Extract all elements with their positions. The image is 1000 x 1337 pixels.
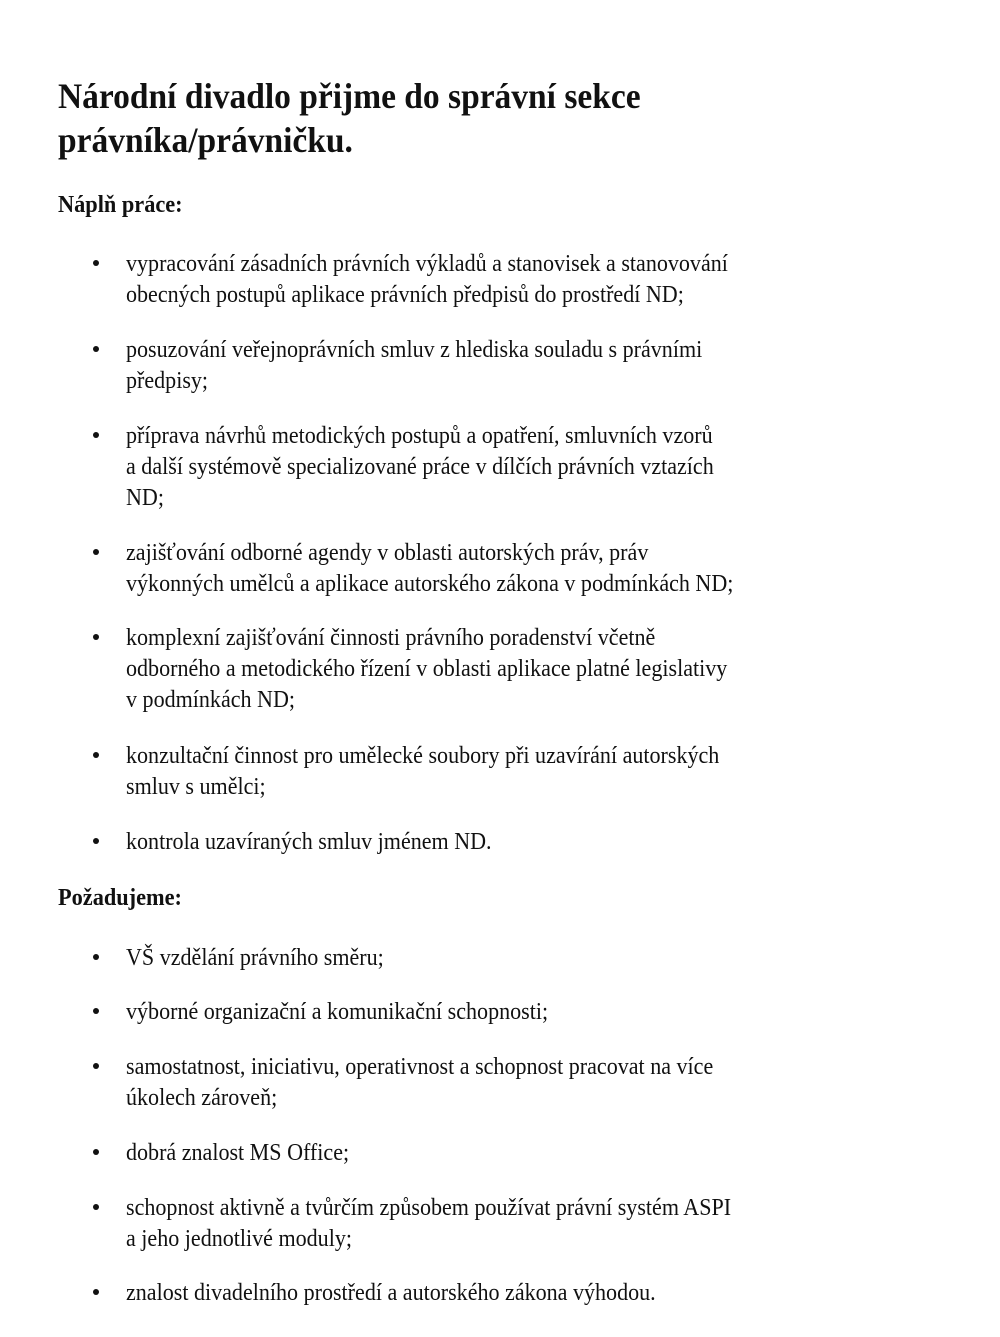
list-item-line: dobrá znalost MS Office; [126,1139,350,1166]
document-title-line: Národní divadlo přijme do správní sekce [58,76,641,116]
bullet-icon [93,1008,99,1014]
document-title [58,74,641,162]
list-item-text [126,1192,731,1254]
list-item-line: smluv s umělci; [126,773,266,800]
list-item-line: zajišťování odborné agendy v oblasti autorských práv, práv [126,539,649,566]
list-item-line: komplexní zajišťování činnosti právního poradenství včetně [126,624,656,651]
list-item-line: schopnost aktivně a tvůrčím způsobem používat právní systém ASPI [126,1194,732,1221]
list-item-line: konzultační činnost pro umělecké soubory při uzavírání autorských [126,742,720,769]
list-item-line: a jeho jednotlivé moduly; [126,1225,352,1252]
list-item-text [126,537,733,599]
section-heading-requirements: Požadujeme: [58,885,182,911]
list-item-line: obecných postupů aplikace právních předpisů do prostředí ND; [126,281,684,308]
bullet-icon [93,752,99,758]
list-item-text [126,1051,713,1113]
list-item-text [126,1137,349,1168]
list-item-line: vypracování zásadních právních výkladů a stanovisek a stanovování [126,250,728,277]
list-item-text [126,826,492,857]
bullet-icon [93,432,99,438]
section-heading-job-duties: Náplň práce: [58,192,183,218]
bullet-icon [93,549,99,555]
list-item-text [126,1277,656,1308]
bullet-icon [93,260,99,266]
document-title-line: právníka/právničku. [58,120,353,160]
list-item-line: znalost divadelního prostředí a autorského zákona výhodou. [126,1279,656,1306]
list-item-text [126,942,384,973]
list-item-line: posuzování veřejnoprávních smluv z hlediska souladu s právními [126,336,703,363]
list-item-line: ND; [126,484,164,511]
bullet-icon [93,954,99,960]
bullet-icon [93,1149,99,1155]
list-item-text [126,248,728,310]
list-item-line: úkolech zároveň; [126,1084,278,1111]
bullet-icon [93,838,99,844]
bullet-icon [93,634,99,640]
bullet-icon [93,1063,99,1069]
list-item-line: VŠ vzdělání právního směru; [126,944,384,971]
list-item-line: příprava návrhů metodických postupů a opatření, smluvních vzorů [126,422,713,449]
list-item-line: výborné organizační a komunikační schopnosti; [126,998,549,1025]
bullet-icon [93,346,99,352]
list-item-text [126,334,702,396]
list-item-text [126,996,548,1027]
list-item-line: samostatnost, iniciativu, operativnost a schopnost pracovat na více [126,1053,714,1080]
list-item-line: předpisy; [126,367,209,394]
list-item-line: v podmínkách ND; [126,686,296,713]
list-item-line: a další systémově specializované práce v dílčích právních vztazích [126,453,714,480]
list-item-line: odborného a metodického řízení v oblasti aplikace platné legislativy [126,655,728,682]
bullet-icon [93,1289,99,1295]
list-item-text [126,420,714,513]
bullet-icon [93,1204,99,1210]
list-item-line: výkonných umělců a aplikace autorského zákona v podmínkách ND; [126,570,734,597]
list-item-text [126,740,719,802]
list-item-text [126,622,727,715]
list-item-line: kontrola uzavíraných smluv jménem ND. [126,828,492,855]
